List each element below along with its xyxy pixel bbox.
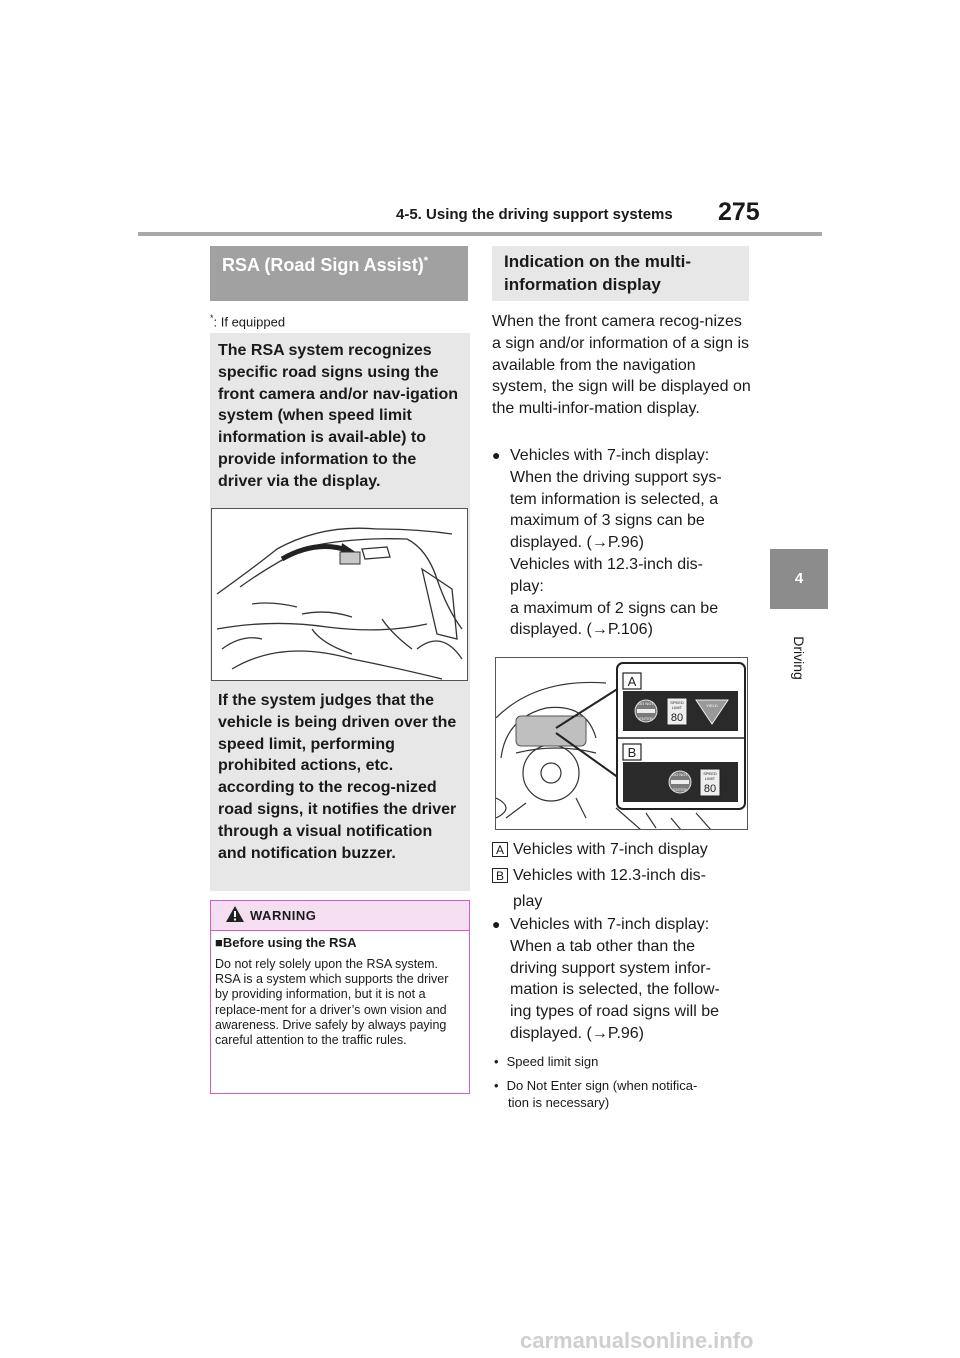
bullet-dot-icon: ●: [492, 916, 501, 932]
watermark: carmanualsonline.info: [520, 1328, 754, 1353]
rsa-heading-text: RSA (Road Sign Assist): [222, 255, 424, 275]
footnote-text: : If equipped: [213, 314, 286, 330]
sub-bullet-do-not-enter: • Do Not Enter sign (when notifica- tion is necessary): [494, 1078, 698, 1110]
warning-label: WARNING: [250, 908, 317, 923]
yield-sign-text: YIELD: [706, 703, 718, 708]
rsa-intro-text: The RSA system recognizes specific road signs using the front camera and/or nav-igation system (when speed limit information is avail-able) to provide information to the driver via the display.: [218, 342, 459, 490]
cluster-drawing: [496, 658, 748, 830]
running-header-title: 4-5. Using the driving support systems: [396, 206, 673, 223]
footnote: [210, 313, 285, 329]
warning-subheading: ■Before using the RSA: [215, 935, 357, 950]
rsa-heading-asterisk: *: [423, 255, 428, 267]
page-number: 275: [718, 198, 760, 226]
page-ref-link[interactable]: P.106): [607, 621, 653, 639]
chapter-label: [770, 618, 828, 698]
indication-intro: When the front camera recog-nizes a sign and/or information of a sign is available from the navigation system, the sign will be displayed on the multi-infor-mation display.: [492, 313, 751, 418]
header-rule: [138, 232, 822, 236]
sub-bullet-dot: •: [494, 1054, 499, 1069]
speed-sign-a-line2: LIMIT: [671, 705, 683, 710]
bullet-dot-icon: ●: [492, 447, 501, 463]
cluster-label-b: B: [627, 745, 637, 760]
cluster-label-a: A: [627, 674, 637, 689]
page-ref-link[interactable]: P.96): [607, 534, 645, 552]
instrument-cluster-illustration: [495, 657, 748, 830]
page-ref-link[interactable]: P.96): [607, 1024, 645, 1042]
warning-body: Do not rely solely upon the RSA system. RSA is a system which supports the driver by providing information, but it is not a replace-ment for a driver’s own vision and awareness. Drive safely by always paying careful attention to the traffic rules.: [215, 957, 449, 1048]
rsa-notify-text: If the system judges that the vehicle is being driven over the speed limit, performing prohibited actions, etc. according to the recog-nized road signs, it notifies the driver through a visual notification and notification buzzer.: [218, 692, 457, 862]
square-bullet-icon: ■: [215, 935, 223, 950]
rsa-section-heading: [210, 246, 468, 301]
legend-key: B: [492, 868, 508, 883]
arrow-icon: →: [591, 534, 608, 552]
vehicle-front-illustration: [212, 509, 468, 681]
sub-bullet-dot: •: [494, 1078, 499, 1093]
speed-sign-b-line2: LIMIT: [704, 776, 716, 781]
chapter-tab: 4: [770, 549, 828, 609]
speed-sign-b-value: 80: [703, 783, 717, 795]
legend-item: A Vehicles with 7-inch display: [492, 839, 754, 861]
windshield-camera-illustration: [211, 508, 468, 681]
speed-sign-a-value: 80: [670, 712, 684, 724]
bullet-display-capacity: ● Vehicles with 7-inch display: When the driving support sys- tem information is selected, a maximum of 3 signs can be displayed. (→P.96) Vehicles with 12.3-inch dis- play: a maximum of 2 signs can be displayed. (→P.106): [492, 447, 722, 639]
arrow-icon: →: [591, 621, 608, 639]
legend-key: A: [492, 842, 508, 857]
sub-bullet-speed-limit: • Speed limit sign: [494, 1054, 599, 1069]
do-not-enter-sign-b-line2: ENTER: [673, 787, 687, 792]
speed-sign-a-line1: SPEED: [670, 700, 684, 705]
do-not-enter-sign-a-line2: ENTER: [639, 716, 653, 721]
footnote-mark: *: [210, 313, 214, 323]
do-not-enter-sign-a-line1: DO NOT: [638, 701, 654, 706]
arrow-icon: →: [591, 1024, 608, 1042]
speed-sign-b-line1: SPEED: [703, 771, 717, 776]
chapter-label-text: Driving: [791, 636, 807, 680]
bullet-tab-other: ● Vehicles with 7-inch display: When a tab other than the driving support system infor- mation is selected, the follow- ing types of road signs will be displayed. (→P.96): [492, 916, 720, 1042]
legend-item: B Vehicles with 12.3-inch dis- play: [492, 865, 754, 913]
warning-triangle-icon: [225, 905, 245, 923]
indication-section-heading: Indication on the multi-information display: [492, 246, 749, 301]
do-not-enter-sign-b-line1: DO NOT: [672, 772, 688, 777]
